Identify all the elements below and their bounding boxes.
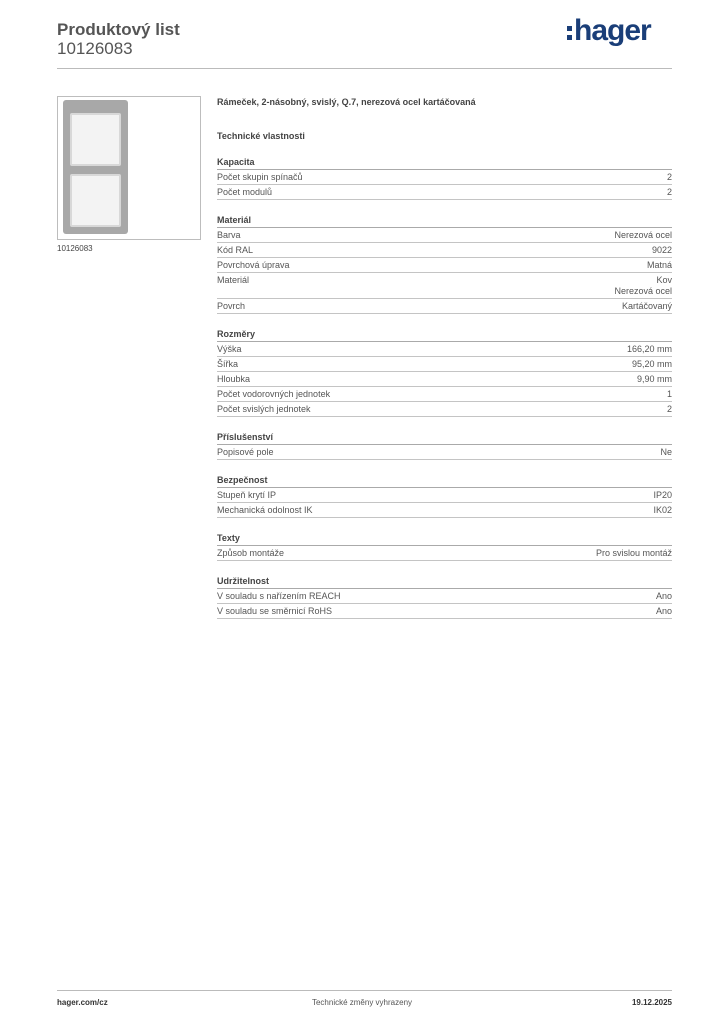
spec-label: Šířka	[217, 359, 239, 369]
spec-value-line: Kov	[656, 275, 672, 285]
spec-value-line: 1	[666, 389, 672, 399]
section-title: Materiál	[217, 214, 672, 228]
spec-value-line: Ano	[655, 606, 672, 616]
spec-section	[217, 474, 672, 518]
section-title: Příslušenství	[217, 431, 672, 445]
header-divider	[57, 68, 672, 69]
footer-note: Technické změny vyhrazeny	[311, 998, 413, 1007]
image-caption: 10126083	[57, 244, 93, 253]
spec-label: Počet modulů	[217, 187, 273, 197]
footer-divider	[57, 990, 672, 991]
spec-row	[217, 402, 672, 417]
spec-value	[667, 389, 672, 400]
spec-value	[614, 230, 672, 241]
spec-value-line: IP20	[653, 490, 672, 500]
spec-label: Stupeň krytí IP	[217, 490, 277, 500]
technical-properties-heading: Technické vlastnosti	[217, 131, 305, 141]
hager-logo	[567, 14, 651, 48]
spec-label: Počet svislých jednotek	[217, 404, 311, 414]
spec-row	[217, 445, 672, 460]
spec-row	[217, 372, 672, 387]
spec-label: V souladu s nařízením REACH	[217, 591, 341, 601]
spec-row	[217, 299, 672, 314]
spec-value	[653, 505, 672, 516]
frame-illustration	[63, 100, 128, 234]
spec-value	[656, 591, 672, 602]
spec-value	[622, 301, 672, 312]
spec-section	[217, 431, 672, 460]
spec-row	[217, 503, 672, 518]
spec-value-line: Ano	[655, 591, 672, 601]
spec-label: Hloubka	[217, 374, 251, 384]
spec-row	[217, 357, 672, 372]
spec-row	[217, 546, 672, 561]
spec-value	[653, 490, 672, 501]
footer-date: 19.12.2025	[631, 998, 672, 1007]
spec-value-line: Pro svislou montáž	[595, 548, 672, 558]
spec-value-line: 2	[666, 172, 672, 182]
spec-sections	[217, 156, 672, 619]
frame-opening-top	[70, 113, 121, 166]
footer-website: hager.com/cz	[57, 998, 108, 1007]
spec-label: Výška	[217, 344, 242, 354]
page-title: Produktový list	[57, 20, 180, 39]
spec-value	[647, 260, 672, 271]
frame-opening-bottom	[70, 174, 121, 227]
spec-row	[217, 170, 672, 185]
spec-row	[217, 258, 672, 273]
spec-value-line: Kartáčovaný	[621, 301, 672, 311]
spec-row	[217, 273, 672, 299]
spec-value-line: 2	[666, 404, 672, 414]
spec-value	[596, 548, 672, 559]
spec-section	[217, 156, 672, 200]
spec-label: Počet skupin spínačů	[217, 172, 303, 182]
product-number: 10126083	[57, 39, 133, 58]
spec-row	[217, 185, 672, 200]
spec-label: Počet vodorovných jednotek	[217, 389, 331, 399]
product-title: Rámeček, 2-násobný, svislý, Q.7, nerezová ocel kartáčovaná	[217, 97, 476, 107]
spec-section	[217, 328, 672, 417]
spec-value	[652, 245, 672, 256]
spec-value-line: Nerezová ocel	[614, 230, 672, 240]
logo-text: hager	[574, 14, 651, 47]
spec-section	[217, 214, 672, 314]
spec-value-line: Matná	[646, 260, 672, 270]
spec-label: Povrchová úprava	[217, 260, 290, 270]
section-title: Texty	[217, 532, 672, 546]
spec-value-line: 166,20 mm	[626, 344, 672, 354]
spec-label: Materiál	[217, 275, 250, 285]
spec-value	[660, 447, 672, 458]
product-content	[217, 96, 672, 619]
spec-value-line: Nerezová ocel	[614, 286, 672, 296]
spec-label: Barva	[217, 230, 241, 240]
spec-row	[217, 228, 672, 243]
section-title: Udržitelnost	[217, 575, 672, 589]
spec-value-line: 95,20 mm	[631, 359, 672, 369]
spec-value	[627, 344, 672, 355]
spec-row	[217, 342, 672, 357]
spec-value-line: 9022	[651, 245, 672, 255]
spec-value	[656, 606, 672, 617]
spec-label: Povrch	[217, 301, 246, 311]
section-title: Bezpečnost	[217, 474, 672, 488]
spec-value-line: Ne	[660, 447, 672, 457]
spec-value-line: IK02	[653, 505, 672, 515]
spec-row	[217, 589, 672, 604]
spec-value-line: 2	[666, 187, 672, 197]
spec-section	[217, 532, 672, 561]
spec-label: V souladu se směrnicí RoHS	[217, 606, 333, 616]
spec-value	[667, 172, 672, 183]
spec-label: Kód RAL	[217, 245, 254, 255]
spec-label: Mechanická odolnost IK	[217, 505, 313, 515]
spec-row	[217, 387, 672, 402]
section-title: Rozměry	[217, 328, 672, 342]
spec-value	[637, 374, 672, 385]
spec-value	[614, 275, 672, 297]
spec-row	[217, 243, 672, 258]
spec-value-line: 9,90 mm	[636, 374, 672, 384]
spec-label: Popisové pole	[217, 447, 274, 457]
spec-value	[667, 187, 672, 198]
spec-row	[217, 604, 672, 619]
spec-value	[632, 359, 672, 370]
spec-section	[217, 575, 672, 619]
product-image	[57, 96, 201, 240]
spec-label: Způsob montáže	[217, 548, 285, 558]
spec-row	[217, 488, 672, 503]
logo-dots-icon	[567, 26, 572, 40]
spec-value	[667, 404, 672, 415]
section-title: Kapacita	[217, 156, 672, 170]
